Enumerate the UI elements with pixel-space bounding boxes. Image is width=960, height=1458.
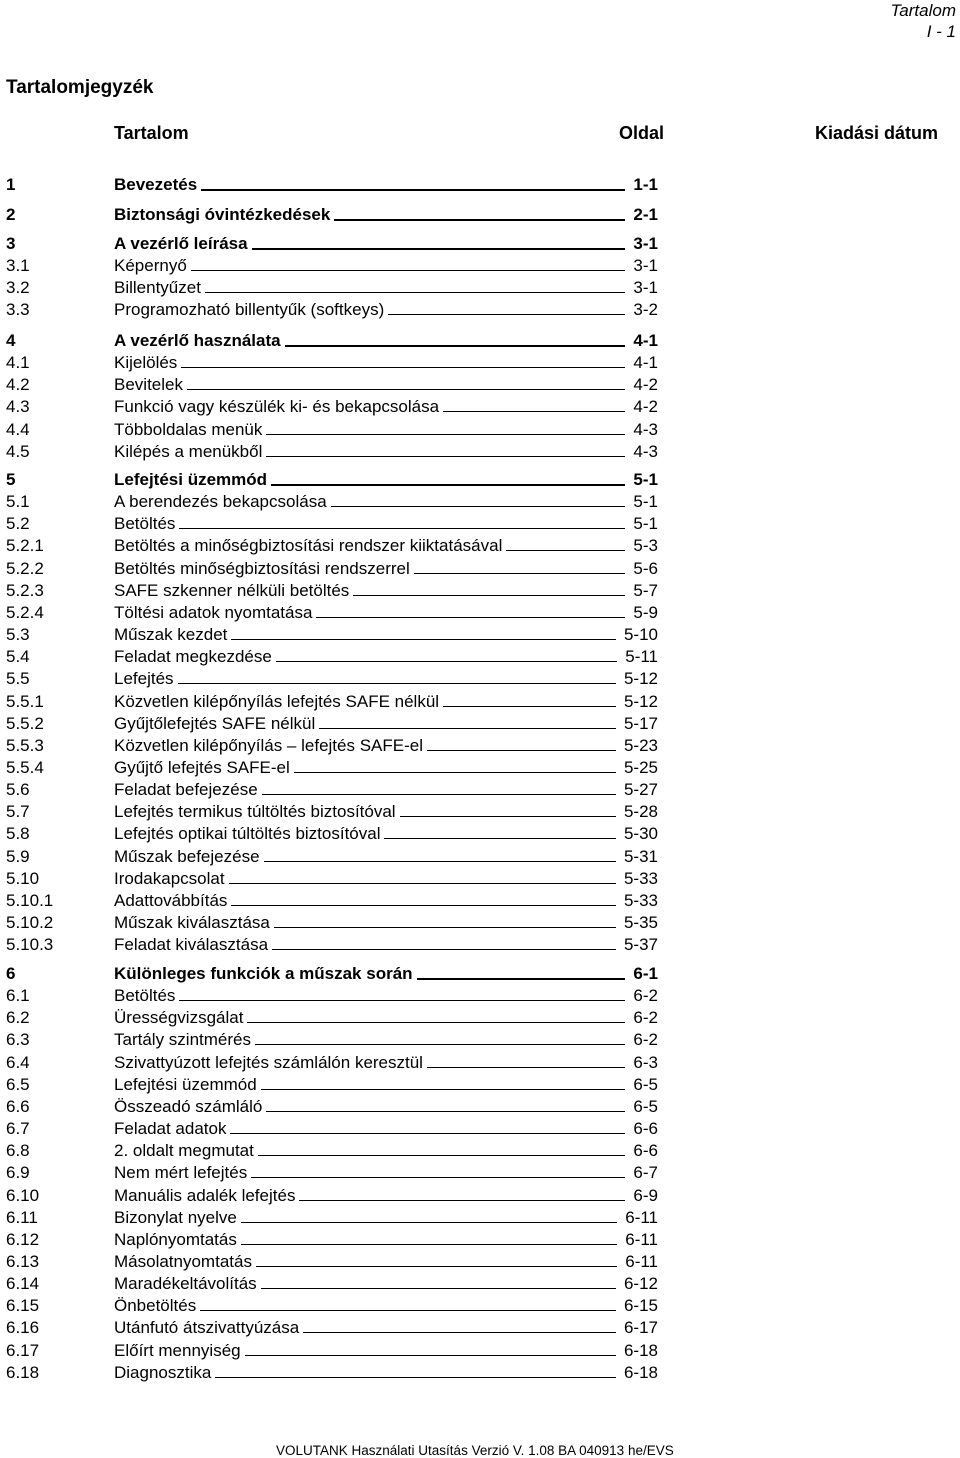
toc-leader-line: [272, 949, 616, 950]
toc-entry-number: 6.14: [6, 1274, 40, 1294]
toc-entry-title: Betöltés: [114, 514, 176, 534]
toc-entry[interactable]: [0, 934, 960, 956]
toc-entry-number: 2: [6, 205, 16, 224]
toc-leader-line: [303, 1332, 616, 1333]
toc-entry-number: 5.10.2: [6, 913, 54, 932]
toc-entry[interactable]: [0, 801, 960, 823]
toc-entry-title: Lefejtés optikai túltöltés biztosítóval: [114, 824, 381, 844]
toc-entry-page: 5-33: [623, 890, 658, 910]
toc-entry-page: 5-1: [633, 470, 658, 489]
toc-leader-line: [178, 683, 616, 684]
toc-leader-line: [400, 816, 616, 817]
toc-entry-number: 4.4: [6, 419, 30, 439]
toc-entry[interactable]: [0, 757, 960, 779]
toc-entry-number: 6.15: [6, 1296, 40, 1316]
toc-leader-line: [266, 456, 625, 457]
toc-entry-title: Lefejtési üzemmód: [114, 470, 268, 489]
toc-leader-line: [274, 927, 616, 928]
toc-entry-number: 4.5: [6, 441, 30, 461]
toc-entry-number: 6.16: [6, 1318, 40, 1338]
toc-entry-title: Tartály szintmérés: [114, 1030, 251, 1050]
toc-entry-page: 3-1: [633, 234, 658, 253]
toc-entry-page: 6-12: [623, 1274, 658, 1294]
toc-entry[interactable]: [0, 1362, 960, 1384]
toc-entry-page: 6-11: [625, 1251, 658, 1271]
toc-entry[interactable]: [0, 174, 960, 196]
toc-entry-title: Műszak kezdet: [114, 625, 228, 645]
toc-entry-number: 5.10.3: [6, 935, 54, 955]
toc-leader-line: [231, 639, 616, 640]
toc-entry[interactable]: [0, 691, 960, 713]
toc-entry-page: 6-11: [625, 1207, 658, 1227]
toc-entry-number: 6.6: [6, 1096, 30, 1116]
toc-entry-number: 3.1: [6, 256, 30, 276]
toc-entry-number: 5.10: [6, 868, 40, 888]
column-header-content: Tartalom: [114, 123, 189, 143]
toc-entry-page: 6-5: [633, 1074, 658, 1094]
toc-entry[interactable]: [0, 277, 960, 299]
toc-entry-title: A vezérlő használata: [114, 331, 281, 350]
toc-entry-title: Irodakapcsolat: [114, 868, 225, 888]
toc-leader-line: [261, 1089, 625, 1090]
toc-leader-line: [241, 1222, 617, 1223]
toc-entry[interactable]: [0, 1162, 960, 1184]
toc-entry[interactable]: [0, 1273, 960, 1295]
toc-entry-number: 5.6: [6, 780, 30, 800]
toc-entry-title: Képernyő: [114, 256, 187, 276]
toc-entry-number: 6: [6, 964, 16, 983]
toc-leader-line: [299, 1200, 625, 1201]
toc-entry-number: 6.18: [6, 1362, 40, 1382]
toc-entry-page: 6-2: [633, 1030, 658, 1050]
toc-entry-page: 5-30: [623, 824, 658, 844]
toc-leader-line: [215, 1377, 616, 1378]
column-header-date: Kiadási dátum: [814, 123, 938, 143]
toc-entry-number: 5.2.4: [6, 602, 44, 622]
toc-entry-title: Feladat kiválasztása: [114, 935, 269, 955]
toc-entry-number: 5.8: [6, 824, 30, 844]
toc-entry-page: 6-11: [625, 1229, 658, 1249]
toc-entry[interactable]: [0, 419, 960, 441]
toc-entry-number: 4: [6, 331, 16, 350]
toc-leader-line: [266, 434, 625, 435]
toc-entry-page: 4-2: [633, 375, 658, 395]
toc-entry-page: 4-3: [633, 419, 658, 439]
toc-leader-line: [205, 292, 625, 293]
toc-entry-title: Funkció vagy készülék ki- és bekapcsolása: [114, 397, 440, 417]
toc-entry-title: Maradékeltávolítás: [114, 1274, 257, 1294]
toc-entry[interactable]: [0, 491, 960, 513]
toc-entry-number: 6.11: [6, 1207, 38, 1227]
toc-entry-title: Többoldalas menük: [114, 419, 263, 439]
toc-entry-page: 2-1: [633, 205, 658, 224]
toc-entry-title: Közvetlen kilépőnyílás lefejtés SAFE nélkül: [114, 691, 440, 711]
toc-entry-number: 4.1: [6, 353, 30, 373]
toc-leader-line: [353, 595, 625, 596]
toc-entry-title: Bevezetés: [114, 175, 198, 194]
toc-entry-title: Nem mért lefejtés: [114, 1163, 248, 1183]
toc-entry-page: 5-28: [623, 802, 658, 822]
toc-entry-number: 3: [6, 234, 16, 253]
toc-entry-page: 5-31: [623, 846, 658, 866]
toc-entry-title: Közvetlen kilépőnyílás – lefejtés SAFE-el: [114, 735, 423, 755]
toc-entry-title: Kijelölés: [114, 353, 178, 373]
toc-entry-title: Feladat adatok: [114, 1119, 227, 1139]
toc-entry[interactable]: [0, 1340, 960, 1362]
toc-entry-title: Feladat befejezése: [114, 780, 258, 800]
toc-entry-number: 3.2: [6, 278, 30, 298]
toc-entry-page: 5-33: [623, 868, 658, 888]
toc-entry-number: 5.5.3: [6, 735, 44, 755]
toc-entry-number: 6.5: [6, 1074, 30, 1094]
toc-entry-page: 6-9: [633, 1185, 658, 1205]
toc-leader-line: [276, 661, 617, 662]
toc-entry-title: Bizonylat nyelve: [114, 1207, 237, 1227]
toc-leader-line: [414, 573, 625, 574]
toc-entry-page: 5-12: [623, 691, 658, 711]
toc-entry-page: 3-1: [633, 278, 658, 298]
toc-entry-title: Naplónyomtatás: [114, 1229, 237, 1249]
toc-entry[interactable]: [0, 535, 960, 557]
toc-entry-number: 5.4: [6, 647, 30, 667]
document-title: Tartalomjegyzék: [6, 77, 154, 98]
toc-entry[interactable]: [0, 1074, 960, 1096]
toc-entry-number: 6.17: [6, 1340, 40, 1360]
toc-entry-number: 5.10.1: [6, 890, 54, 910]
toc-entry[interactable]: [0, 396, 960, 418]
toc-entry-title: Töltési adatok nyomtatása: [114, 602, 313, 622]
toc-leader-line: [252, 248, 625, 250]
toc-entry-page: 6-3: [633, 1052, 658, 1072]
toc-entry[interactable]: [0, 985, 960, 1007]
toc-entry-number: 6.12: [6, 1229, 40, 1249]
toc-entry-number: 6.7: [6, 1119, 30, 1139]
toc-entry-number: 6.8: [6, 1141, 30, 1161]
toc-leader-line: [179, 1000, 625, 1001]
toc-entry-title: Lefejtés termikus túltöltés biztosítóval: [114, 802, 396, 822]
toc-entry[interactable]: [0, 1295, 960, 1317]
toc-leader-line: [261, 1288, 616, 1289]
toc-leader-line: [255, 1044, 625, 1045]
toc-entry-page: 6-17: [623, 1318, 658, 1338]
toc-entry-title: Bevitelek: [114, 375, 183, 395]
toc-entry-page: 6-2: [633, 1008, 658, 1028]
toc-leader-line: [427, 750, 616, 751]
toc-leader-line: [229, 883, 616, 884]
toc-entry-page: 6-18: [623, 1340, 658, 1360]
toc-entry-page: 5-25: [623, 757, 658, 777]
toc-entry-title: Ürességvizsgálat: [114, 1008, 244, 1028]
toc-leader-line: [506, 550, 625, 551]
toc-leader-line: [247, 1022, 625, 1023]
toc-entry-title: Műszak kiválasztása: [114, 913, 270, 932]
column-header-page: Oldal: [618, 123, 664, 143]
toc-entry-number: 1: [6, 175, 16, 194]
toc-entry-title: Különleges funkciók a műszak során: [114, 964, 413, 983]
toc-leader-line: [388, 314, 625, 315]
toc-leader-line: [319, 728, 616, 729]
toc-entry[interactable]: [0, 1140, 960, 1162]
toc-leader-line: [230, 1133, 625, 1134]
toc-leader-line: [201, 189, 625, 191]
toc-entry-title: Diagnosztika: [114, 1362, 212, 1382]
toc-entry-title: Önbetöltés: [114, 1296, 197, 1316]
toc-entry-number: 5.9: [6, 846, 30, 866]
toc-leader-line: [285, 345, 625, 347]
toc-entry-title: Kilépés a menükből: [114, 441, 263, 461]
toc-entry[interactable]: [0, 1007, 960, 1029]
toc-leader-line: [427, 1067, 625, 1068]
toc-entry-number: 5.5.2: [6, 713, 44, 733]
toc-entry-page: 4-1: [633, 331, 658, 350]
toc-leader-line: [231, 905, 616, 906]
toc-entry-number: 4.3: [6, 397, 30, 417]
toc-entry-page: 5-37: [623, 935, 658, 955]
toc-entry-number: 4.2: [6, 375, 30, 395]
toc-entry[interactable]: [0, 624, 960, 646]
toc-entry-number: 6.2: [6, 1008, 30, 1028]
toc-entry-title: Műszak befejezése: [114, 846, 260, 866]
toc-leader-line: [443, 411, 625, 412]
toc-entry-page: 4-3: [633, 441, 658, 461]
toc-leader-line: [256, 1266, 617, 1267]
toc-entry[interactable]: [0, 299, 960, 321]
toc-entry-number: 6.3: [6, 1030, 30, 1050]
toc-entry[interactable]: [0, 580, 960, 602]
toc-entry-title: Programozható billentyűk (softkeys): [114, 300, 385, 320]
toc-entry-page: 1-1: [633, 175, 658, 194]
toc-entry-page: 6-7: [633, 1163, 658, 1183]
toc-entry[interactable]: [0, 1185, 960, 1207]
toc-leader-line: [264, 861, 616, 862]
toc-entry-title: Lefejtési üzemmód: [114, 1074, 257, 1094]
toc-entry-title: Gyűjtőlefejtés SAFE nélkül: [114, 713, 316, 733]
toc-entry[interactable]: [0, 558, 960, 580]
toc-entry[interactable]: [0, 846, 960, 868]
toc-entry[interactable]: [0, 352, 960, 374]
toc-entry-number: 6.1: [6, 986, 30, 1006]
toc-entry-page: 3-1: [633, 256, 658, 276]
toc-leader-line: [258, 1155, 625, 1156]
toc-entry-title: A berendezés bekapcsolása: [114, 492, 327, 512]
toc-leader-line: [417, 978, 625, 980]
toc-entry-page: 6-6: [633, 1141, 658, 1161]
toc-entry-number: 5: [6, 470, 16, 489]
toc-entry-page: 5-7: [633, 580, 658, 600]
toc-entry[interactable]: [0, 823, 960, 845]
toc-entry-title: Betöltés a minőségbiztosítási rendszer kiiktatásával: [114, 536, 503, 556]
toc-entry[interactable]: [0, 912, 960, 934]
toc-entry-page: 5-35: [623, 913, 658, 932]
toc-entry-number: 5.3: [6, 625, 30, 645]
toc-entry-title: Feladat megkezdése: [114, 647, 272, 667]
toc-entry[interactable]: [0, 735, 960, 757]
toc-entry-page: 5-10: [623, 625, 658, 645]
toc-leader-line: [443, 706, 616, 707]
toc-entry-page: 6-2: [633, 986, 658, 1006]
toc-entry-number: 5.2.3: [6, 580, 44, 600]
toc-entry-page: 5-1: [633, 492, 658, 512]
toc-entry-number: 6.13: [6, 1251, 40, 1271]
toc-leader-line: [179, 528, 625, 529]
toc-entry-page: 5-23: [623, 735, 658, 755]
toc-entry[interactable]: [0, 330, 960, 352]
page-footer: VOLUTANK Használati Utasítás Verzió V. 1.08 BA 040913 he/EVS: [276, 1443, 674, 1458]
toc-entry-title: Lefejtés: [114, 669, 174, 689]
toc-entry[interactable]: [0, 602, 960, 624]
toc-entry[interactable]: [0, 963, 960, 985]
toc-leader-line: [384, 838, 616, 839]
toc-entry-number: 5.1: [6, 492, 30, 512]
toc-entry-number: 5.2: [6, 514, 30, 534]
toc-entry-title: Manuális adalék lefejtés: [114, 1185, 296, 1205]
toc-entry-number: 6.10: [6, 1185, 40, 1205]
toc-entry-page: 6-15: [623, 1296, 658, 1316]
toc-entry[interactable]: [0, 1317, 960, 1339]
toc-leader-line: [245, 1355, 616, 1356]
toc-entry-page: 4-2: [633, 397, 658, 417]
toc-entry-page: 5-3: [633, 536, 658, 556]
toc-entry-page: 5-17: [623, 713, 658, 733]
toc-leader-line: [271, 484, 625, 486]
toc-entry-page: 5-1: [633, 514, 658, 534]
toc-entry[interactable]: [0, 255, 960, 277]
toc-entry-title: A vezérlő leírása: [114, 234, 248, 253]
toc-entry-page: 5-27: [623, 780, 658, 800]
toc-entry-page: 4-1: [633, 353, 658, 373]
toc-leader-line: [191, 270, 625, 271]
toc-leader-line: [331, 506, 625, 507]
toc-entry[interactable]: [0, 1029, 960, 1051]
toc-leader-line: [187, 389, 625, 390]
header-page-number: I - 1: [926, 22, 956, 41]
toc-leader-line: [241, 1244, 617, 1245]
toc-entry-title: SAFE szkenner nélküli betöltés: [114, 580, 350, 600]
toc-entry-title: Betöltés: [114, 986, 176, 1006]
toc-entry-title: Billentyűzet: [114, 278, 201, 298]
toc-entry-title: Biztonsági óvintézkedések: [114, 205, 331, 224]
toc-entry[interactable]: [0, 1207, 960, 1229]
toc-entry[interactable]: [0, 668, 960, 690]
toc-entry[interactable]: [0, 1096, 960, 1118]
toc-leader-line: [334, 219, 625, 221]
toc-entry-page: 6-5: [633, 1096, 658, 1116]
toc-entry-number: 5.2.1: [6, 536, 44, 556]
toc-entry-number: 6.4: [6, 1052, 30, 1072]
toc-entry[interactable]: [0, 204, 960, 226]
toc-entry-page: 6-18: [623, 1362, 658, 1382]
toc-entry-page: 5-12: [623, 669, 658, 689]
toc-leader-line: [262, 794, 616, 795]
toc-entry-number: 5.5: [6, 669, 30, 689]
toc-entry[interactable]: [0, 646, 960, 668]
toc-entry[interactable]: [0, 779, 960, 801]
toc-entry[interactable]: [0, 513, 960, 535]
header-section: Tartalom: [890, 1, 956, 20]
toc-entry-title: Előírt mennyiség: [114, 1340, 241, 1360]
toc-entry[interactable]: [0, 1229, 960, 1251]
toc-entry-page: 3-2: [633, 300, 658, 320]
toc-entry-page: 6-6: [633, 1119, 658, 1139]
toc-entry-number: 3.3: [6, 300, 30, 320]
toc-entry[interactable]: [0, 713, 960, 735]
toc-leader-line: [294, 772, 616, 773]
toc-entry[interactable]: [0, 469, 960, 491]
toc-entry-title: Másolatnyomtatás: [114, 1251, 252, 1271]
toc-entry[interactable]: [0, 374, 960, 396]
toc-entry[interactable]: [0, 441, 960, 463]
toc-entry-number: 6.9: [6, 1163, 30, 1183]
toc-entry[interactable]: [0, 868, 960, 890]
toc-entry-page: 5-6: [633, 558, 658, 578]
toc-entry-title: Betöltés minőségbiztosítási rendszerrel: [114, 558, 410, 578]
toc-entry[interactable]: [0, 890, 960, 912]
toc-leader-line: [181, 367, 625, 368]
toc-entry-title: 2. oldalt megmutat: [114, 1141, 254, 1161]
toc-entry[interactable]: [0, 1052, 960, 1074]
toc-leader-line: [266, 1111, 625, 1112]
toc-entry[interactable]: [0, 1251, 960, 1273]
toc-entry-title: Összeadó számláló: [114, 1096, 263, 1116]
toc-entry-number: 5.5.4: [6, 757, 44, 777]
toc-entry-number: 5.5.1: [6, 691, 44, 711]
toc-entry[interactable]: [0, 233, 960, 255]
toc-entry-number: 5.7: [6, 802, 30, 822]
toc-entry-page: 6-1: [633, 964, 658, 983]
toc-leader-line: [251, 1177, 625, 1178]
toc-entry-page: 5-9: [633, 602, 658, 622]
toc-entry-title: Adattovábbítás: [114, 890, 228, 910]
toc-leader-line: [200, 1310, 616, 1311]
toc-leader-line: [316, 617, 625, 618]
toc-entry-title: Utánfutó átszivattyúzása: [114, 1318, 300, 1338]
toc-entry-page: 5-11: [625, 647, 658, 667]
toc-entry-title: Szivattyúzott lefejtés számlálón keresztül: [114, 1052, 423, 1072]
toc-entry-title: Gyűjtő lefejtés SAFE-el: [114, 757, 290, 777]
toc-entry-number: 5.2.2: [6, 558, 44, 578]
toc-entry[interactable]: [0, 1118, 960, 1140]
